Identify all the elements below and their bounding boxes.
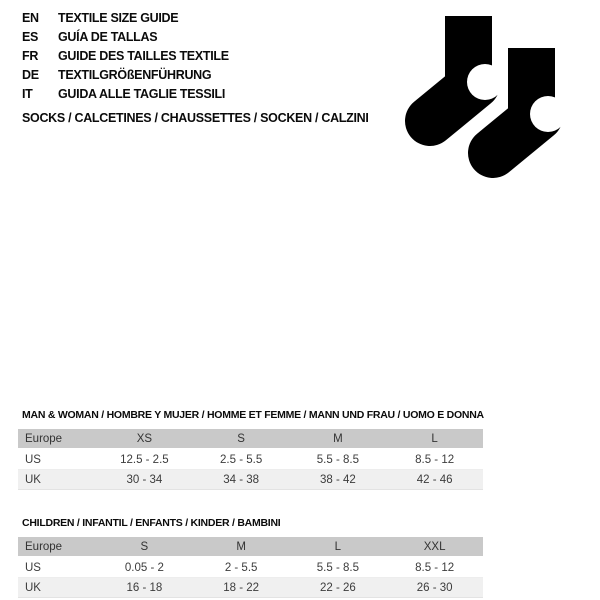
language-label: GUÍA DE TALLAS [58,29,158,44]
sock-back [430,16,503,121]
language-row-it [22,84,229,103]
language-label: TEXTILE SIZE GUIDE [58,10,179,25]
size-table-section-children [18,512,483,598]
table-header-row [18,429,483,449]
table-row-us [18,557,483,578]
table-cell: 30 - 34 [96,470,193,490]
table-header-cell: XXL [386,537,483,557]
table-cell: 42 - 46 [386,470,483,490]
language-code: IT [22,86,33,101]
table-cell: 22 - 26 [290,578,387,598]
table-cell: US [18,449,96,470]
sock-front [493,42,566,153]
table-cell: 38 - 42 [290,470,387,490]
language-row-es [22,27,229,46]
table-title: CHILDREN / INFANTIL / ENFANTS / KINDER / BAMBINI [22,517,281,529]
language-list [22,8,229,103]
table-header-cell: Europe [18,429,96,449]
language-code: FR [22,48,39,63]
table-header-cell: L [290,537,387,557]
language-code: DE [22,67,39,82]
table-cell: UK [18,470,96,490]
table-header-cell: S [193,429,290,449]
table-cell: 8.5 - 12 [386,449,483,470]
table-cell: 2 - 5.5 [193,557,290,578]
language-label: TEXTILGRÖßENFÜHRUNG [58,67,212,82]
language-label: GUIDA ALLE TAGLIE TESSILI [58,86,226,101]
size-table-section-man-woman [18,404,483,490]
table-header-cell: L [386,429,483,449]
table-cell: US [18,557,96,578]
table-cell: 12.5 - 2.5 [96,449,193,470]
table-title: MAN & WOMAN / HOMBRE Y MUJER / HOMME ET FEMME / MANN UND FRAU / UOMO E DONNA [22,409,484,421]
socks-icon [403,6,578,178]
table-cell: 16 - 18 [96,578,193,598]
table-cell: 8.5 - 12 [386,557,483,578]
socks-icon-svg [403,6,578,178]
language-code: ES [22,29,39,44]
language-row-en [22,8,229,27]
table-header-cell: S [96,537,193,557]
language-code: EN [22,10,39,25]
table-cell: 18 - 22 [193,578,290,598]
size-table-children [18,537,483,598]
table-cell: 0.05 - 2 [96,557,193,578]
table-row-uk [18,578,483,598]
size-table-man-woman [18,429,483,490]
table-header-row [18,537,483,557]
table-cell: 34 - 38 [193,470,290,490]
language-label: GUIDE DES TAILLES TEXTILE [58,48,229,63]
language-row-fr [22,46,229,65]
table-cell: 5.5 - 8.5 [290,557,387,578]
table-header-cell: M [290,429,387,449]
table-header-cell: XS [96,429,193,449]
table-cell: 5.5 - 8.5 [290,449,387,470]
table-cell: 2.5 - 5.5 [193,449,290,470]
category-title: SOCKS / CALCETINES / CHAUSSETTES / SOCKEN / CALZINI [22,111,369,125]
language-row-de [22,65,229,84]
table-header-cell: Europe [18,537,96,557]
table-cell: UK [18,578,96,598]
table-row-us [18,449,483,470]
table-header-cell: M [193,537,290,557]
table-cell: 26 - 30 [386,578,483,598]
table-row-uk [18,470,483,490]
